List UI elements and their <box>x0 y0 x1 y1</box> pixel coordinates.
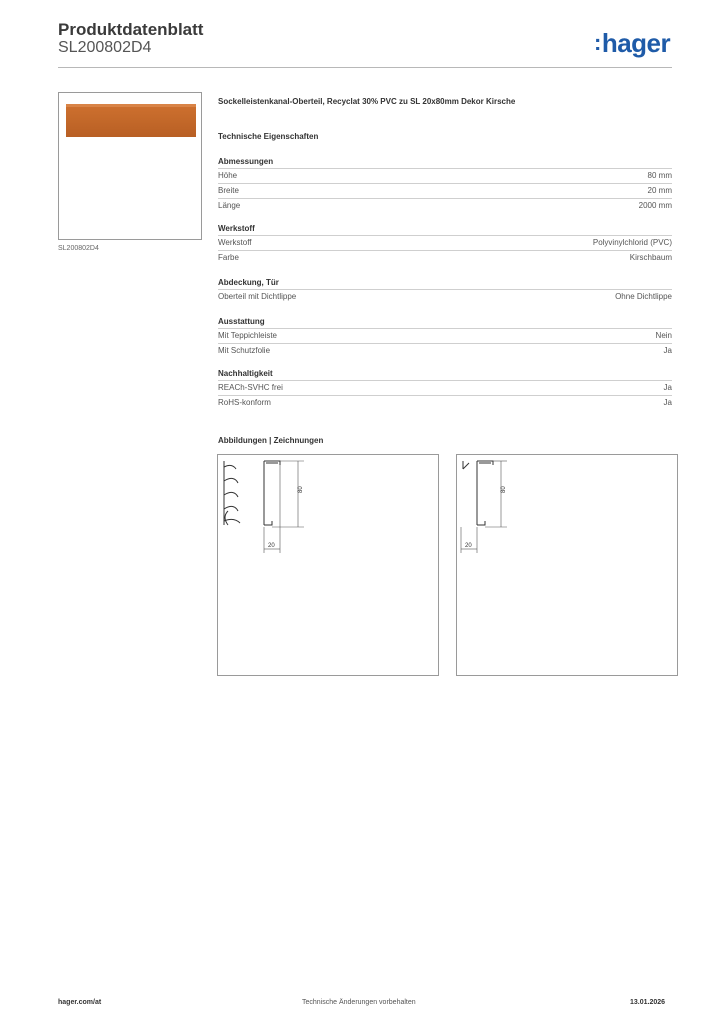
spec-label: REACh-SVHC frei <box>218 383 283 392</box>
dim-height-label: 80 <box>298 486 304 493</box>
spec-value: Kirschbaum <box>629 253 672 262</box>
drawing-box-1 <box>217 454 439 676</box>
spec-label: Mit Schutzfolie <box>218 346 271 355</box>
spec-group-title: Abdeckung, Tür <box>218 278 279 287</box>
footer-website: hager.com/at <box>58 999 102 1006</box>
spec-label: RoHS-konform <box>218 398 271 407</box>
product-code: SL200802D4 <box>58 39 152 56</box>
marker-tip <box>463 463 469 469</box>
spec-row <box>218 250 672 265</box>
profile-hook-2 <box>224 478 238 483</box>
header-divider <box>58 67 672 68</box>
spec-group-title: Abmessungen <box>218 157 274 166</box>
drawings-title: Abbildungen | Zeichnungen <box>218 436 324 445</box>
spec-label: Oberteil mit Dichtlippe <box>218 292 297 301</box>
cover-bottom <box>264 521 272 525</box>
spec-row <box>218 343 672 358</box>
spec-value: Ja <box>663 346 672 355</box>
spec-value: 80 mm <box>647 171 672 180</box>
spec-row <box>218 183 672 198</box>
spec-value: Polyvinylchlorid (PVC) <box>592 238 672 247</box>
spec-label: Länge <box>218 201 241 210</box>
footer-date: 13.01.2026 <box>630 999 666 1006</box>
spec-label: Breite <box>218 186 239 195</box>
spec-label: Höhe <box>218 171 238 180</box>
profile-hook-4 <box>224 506 238 511</box>
spec-value: Ja <box>663 383 672 392</box>
product-image-caption: SL200802D4 <box>58 245 99 252</box>
product-image-strip <box>66 107 196 137</box>
document-title: Produktdatenblatt <box>58 20 204 39</box>
hager-logo: :hager <box>594 28 671 58</box>
logo-text: hager <box>601 28 671 58</box>
spec-value: Nein <box>655 331 672 340</box>
spec-row <box>218 198 672 213</box>
spec-label: Mit Teppichleiste <box>218 331 277 340</box>
spec-row <box>218 395 672 410</box>
footer-disclaimer: Technische Änderungen vorbehalten <box>302 999 416 1006</box>
dim-width-label: 20 <box>268 543 275 549</box>
spec-row <box>218 168 672 183</box>
product-description: Sockelleistenkanal-Oberteil, Recyclat 30% PVC zu SL 20x80mm Dekor Kirsche <box>218 97 516 106</box>
spec-row <box>218 328 672 343</box>
dim-height-label: 80 <box>501 486 507 493</box>
spec-label: Werkstoff <box>218 238 252 247</box>
profile-hook-1 <box>224 465 236 469</box>
specs-title: Technische Eigenschaften <box>218 132 319 141</box>
profile-hook-3 <box>224 492 238 497</box>
cover-bottom <box>477 521 485 525</box>
spec-value: Ja <box>663 398 672 407</box>
spec-label: Farbe <box>218 253 239 262</box>
spec-group-title: Werkstoff <box>218 224 255 233</box>
spec-group-title: Nachhaltigkeit <box>218 369 273 378</box>
spec-group-title: Ausstattung <box>218 317 265 326</box>
spec-value: Ohne Dichtlippe <box>615 292 672 301</box>
profile-curve <box>225 511 228 525</box>
spec-row <box>218 289 672 304</box>
drawing-box-2 <box>456 454 678 676</box>
spec-row <box>218 380 672 395</box>
profile-drawing-2 <box>457 455 679 677</box>
product-image <box>58 92 202 240</box>
spec-row <box>218 235 672 250</box>
spec-value: 20 mm <box>647 186 672 195</box>
spec-value: 2000 mm <box>638 201 672 210</box>
profile-drawing-1 <box>218 455 440 677</box>
dim-width-label: 20 <box>465 543 472 549</box>
